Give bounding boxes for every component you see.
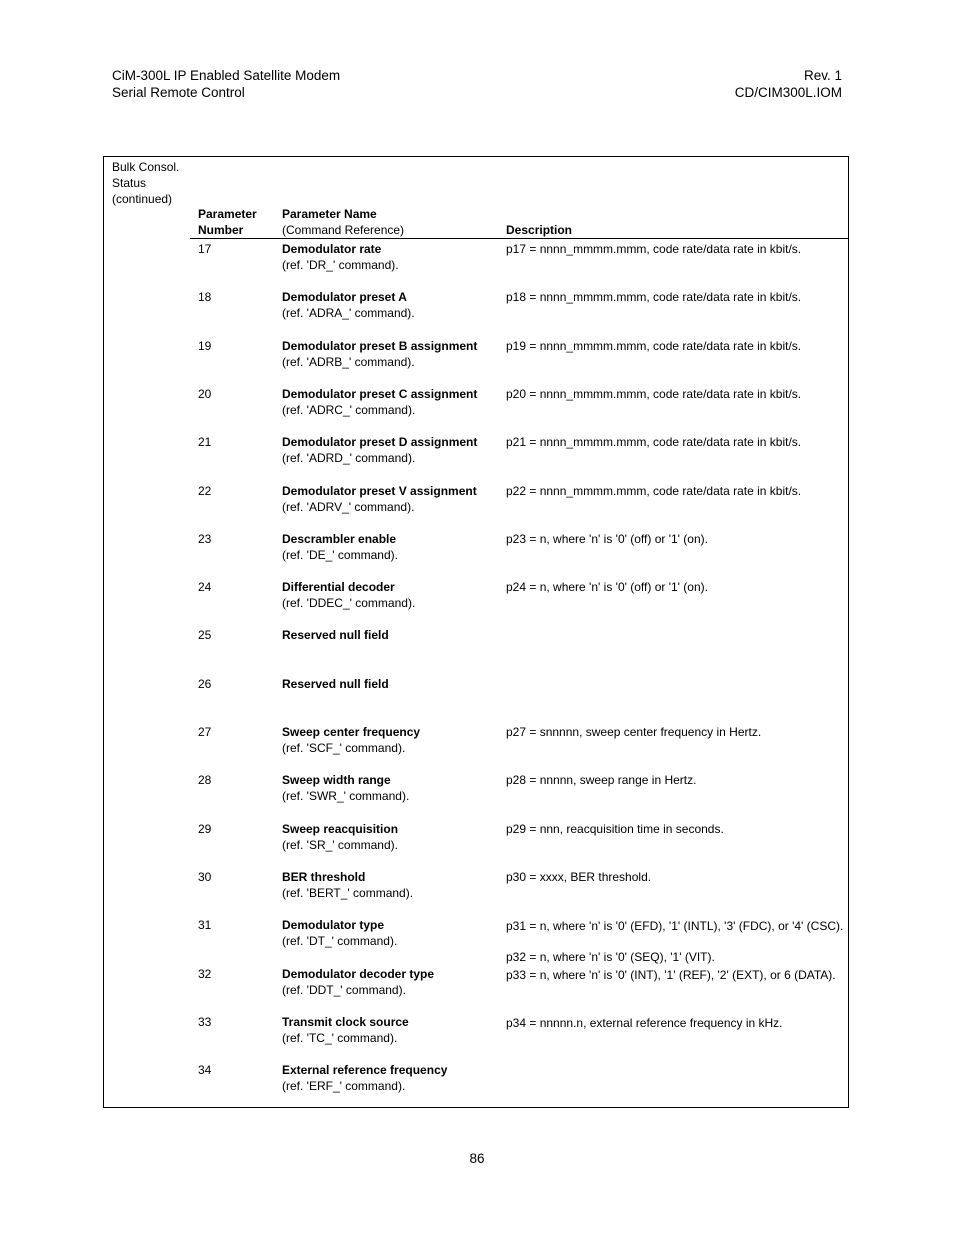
parameter-name-cell <box>282 434 477 466</box>
command-reference: (ref. 'ADRV_' command). <box>282 500 415 514</box>
column-header-number <box>198 206 257 238</box>
column-header-description: Description <box>506 223 573 237</box>
command-reference: (ref. 'ADRA_' command). <box>282 306 415 320</box>
parameter-name-cell <box>282 1062 447 1094</box>
parameter-description: p30 = xxxx, BER threshold. <box>506 870 652 884</box>
column-header-name-line2: (Command Reference) <box>282 223 405 237</box>
parameter-number: 29 <box>198 822 212 836</box>
parameter-name-cell <box>282 386 477 418</box>
parameter-name: Demodulator rate <box>282 242 382 256</box>
parameter-number: 34 <box>198 1063 212 1077</box>
parameter-description: p29 = nnn, reacquisition time in seconds. <box>506 822 724 836</box>
parameter-name: Descrambler enable <box>282 532 397 546</box>
parameter-name-cell <box>282 1014 409 1046</box>
section-label-line: Bulk Consol. <box>112 160 180 174</box>
parameter-name: Demodulator preset C assignment <box>282 387 478 401</box>
running-header-right <box>735 67 842 101</box>
parameter-name: Demodulator preset V assignment <box>282 484 477 498</box>
parameter-number: 20 <box>198 387 212 401</box>
parameter-name-cell <box>282 531 398 563</box>
parameter-name: Reserved null field <box>282 677 389 691</box>
parameter-name-cell <box>282 772 409 804</box>
command-reference: (ref. 'SCF_' command). <box>282 741 406 755</box>
command-reference: (ref. 'BERT_' command). <box>282 886 414 900</box>
parameter-name: BER threshold <box>282 870 366 884</box>
parameter-description: p33 = n, where 'n' is '0' (INT), '1' (REF), '2' (EXT), or 6 (DATA). <box>506 968 836 982</box>
parameter-name-cell <box>282 627 389 643</box>
command-reference: (ref. 'SR_' command). <box>282 838 398 852</box>
document-section: Serial Remote Control <box>112 85 245 100</box>
parameter-name: Demodulator decoder type <box>282 967 435 981</box>
parameter-name: Transmit clock source <box>282 1015 409 1029</box>
document-code: CD/CIM300L.IOM <box>734 85 842 100</box>
command-reference: (ref. 'TC_' command). <box>282 1031 398 1045</box>
parameter-number: 31 <box>198 918 212 932</box>
parameter-number: 26 <box>198 677 212 691</box>
parameter-description: p24 = n, where 'n' is '0' (off) or '1' (on). <box>506 580 708 594</box>
parameter-name-cell <box>282 483 477 515</box>
command-reference: (ref. 'DE_' command). <box>282 548 398 562</box>
parameter-number: 28 <box>198 773 212 787</box>
parameter-name-cell <box>282 821 398 853</box>
document-revision: Rev. 1 <box>803 68 842 83</box>
column-header-name-line1: Parameter Name <box>282 207 377 221</box>
parameter-name-cell <box>282 869 413 901</box>
parameter-number: 23 <box>198 532 212 546</box>
parameter-description: p19 = nnnn_mmmm.mmm, code rate/data rate in kbit/s. <box>506 339 802 353</box>
parameter-name: Sweep reacquisition <box>282 822 399 836</box>
parameter-number: 25 <box>198 628 212 642</box>
parameter-description: p17 = nnnn_mmmm.mmm, code rate/data rate in kbit/s. <box>506 242 802 256</box>
parameter-number: 21 <box>198 435 212 449</box>
parameter-name-cell <box>282 676 389 692</box>
command-reference: (ref. 'DR_' command). <box>282 258 399 272</box>
command-reference: (ref. 'SWR_' command). <box>282 789 410 803</box>
parameter-number: 22 <box>198 484 212 498</box>
command-reference: (ref. 'DDEC_' command). <box>282 596 416 610</box>
parameter-name: Sweep width range <box>282 773 391 787</box>
parameter-number: 19 <box>198 339 212 353</box>
command-reference: (ref. 'ADRB_' command). <box>282 355 415 369</box>
parameter-description: p18 = nnnn_mmmm.mmm, code rate/data rate in kbit/s. <box>506 290 802 304</box>
document-title: CiM-300L IP Enabled Satellite Modem <box>112 68 341 83</box>
parameter-description: p27 = snnnnn, sweep center frequency in Hertz. <box>506 725 762 739</box>
page-number: 86 <box>469 1151 485 1166</box>
parameter-name-cell <box>282 724 420 756</box>
command-reference: (ref. 'ADRD_' command). <box>282 451 416 465</box>
column-header-name <box>282 206 404 238</box>
section-label-line: Status <box>112 176 147 190</box>
column-header-number-line1: Parameter <box>198 207 257 221</box>
parameter-name-cell <box>282 241 399 273</box>
parameter-name: External reference frequency <box>282 1063 448 1077</box>
parameter-description: p21 = nnnn_mmmm.mmm, code rate/data rate in kbit/s. <box>506 435 802 449</box>
section-label-line: (continued) <box>112 192 173 206</box>
parameter-name-cell <box>282 289 415 321</box>
parameter-description: p32 = n, where 'n' is '0' (SEQ), '1' (VIT). <box>506 950 715 964</box>
parameter-description: p22 = nnnn_mmmm.mmm, code rate/data rate in kbit/s. <box>506 484 802 498</box>
parameter-name-cell <box>282 338 477 370</box>
parameter-number: 32 <box>198 967 212 981</box>
parameter-number: 17 <box>198 242 212 256</box>
parameter-name-cell <box>282 917 397 949</box>
command-reference: (ref. 'ADRC_' command). <box>282 403 416 417</box>
parameter-number: 27 <box>198 725 212 739</box>
parameter-description: p23 = n, where 'n' is '0' (off) or '1' (on). <box>506 532 708 546</box>
column-header-number-line2: Number <box>198 223 244 237</box>
parameter-description: p28 = nnnnn, sweep range in Hertz. <box>506 773 697 787</box>
command-reference: (ref. 'DT_' command). <box>282 934 398 948</box>
parameter-name: Sweep center frequency <box>282 725 421 739</box>
parameter-description: p20 = nnnn_mmmm.mmm, code rate/data rate in kbit/s. <box>506 387 802 401</box>
header-rule <box>190 238 848 239</box>
parameter-name: Demodulator preset D assignment <box>282 435 478 449</box>
running-header-left <box>112 67 340 101</box>
parameter-name: Demodulator preset B assignment <box>282 339 478 353</box>
parameter-name: Demodulator type <box>282 918 385 932</box>
parameter-name: Differential decoder <box>282 580 395 594</box>
parameter-number: 30 <box>198 870 212 884</box>
parameter-table <box>103 156 849 1108</box>
parameter-description: p31 = n, where 'n' is '0' (EFD), '1' (INTL), '3' (FDC), or '4' (CSC). <box>506 919 844 933</box>
parameter-number: 18 <box>198 290 212 304</box>
section-label <box>112 159 179 207</box>
parameter-name: Reserved null field <box>282 628 389 642</box>
parameter-number: 33 <box>198 1015 212 1029</box>
command-reference: (ref. 'DDT_' command). <box>282 983 406 997</box>
parameter-name-cell <box>282 966 434 998</box>
parameter-name-cell <box>282 579 415 611</box>
parameter-name: Demodulator preset A <box>282 290 407 304</box>
command-reference: (ref. 'ERF_' command). <box>282 1079 406 1093</box>
parameter-description: p34 = nnnnn.n, external reference frequency in kHz. <box>506 1016 783 1030</box>
parameter-number: 24 <box>198 580 212 594</box>
